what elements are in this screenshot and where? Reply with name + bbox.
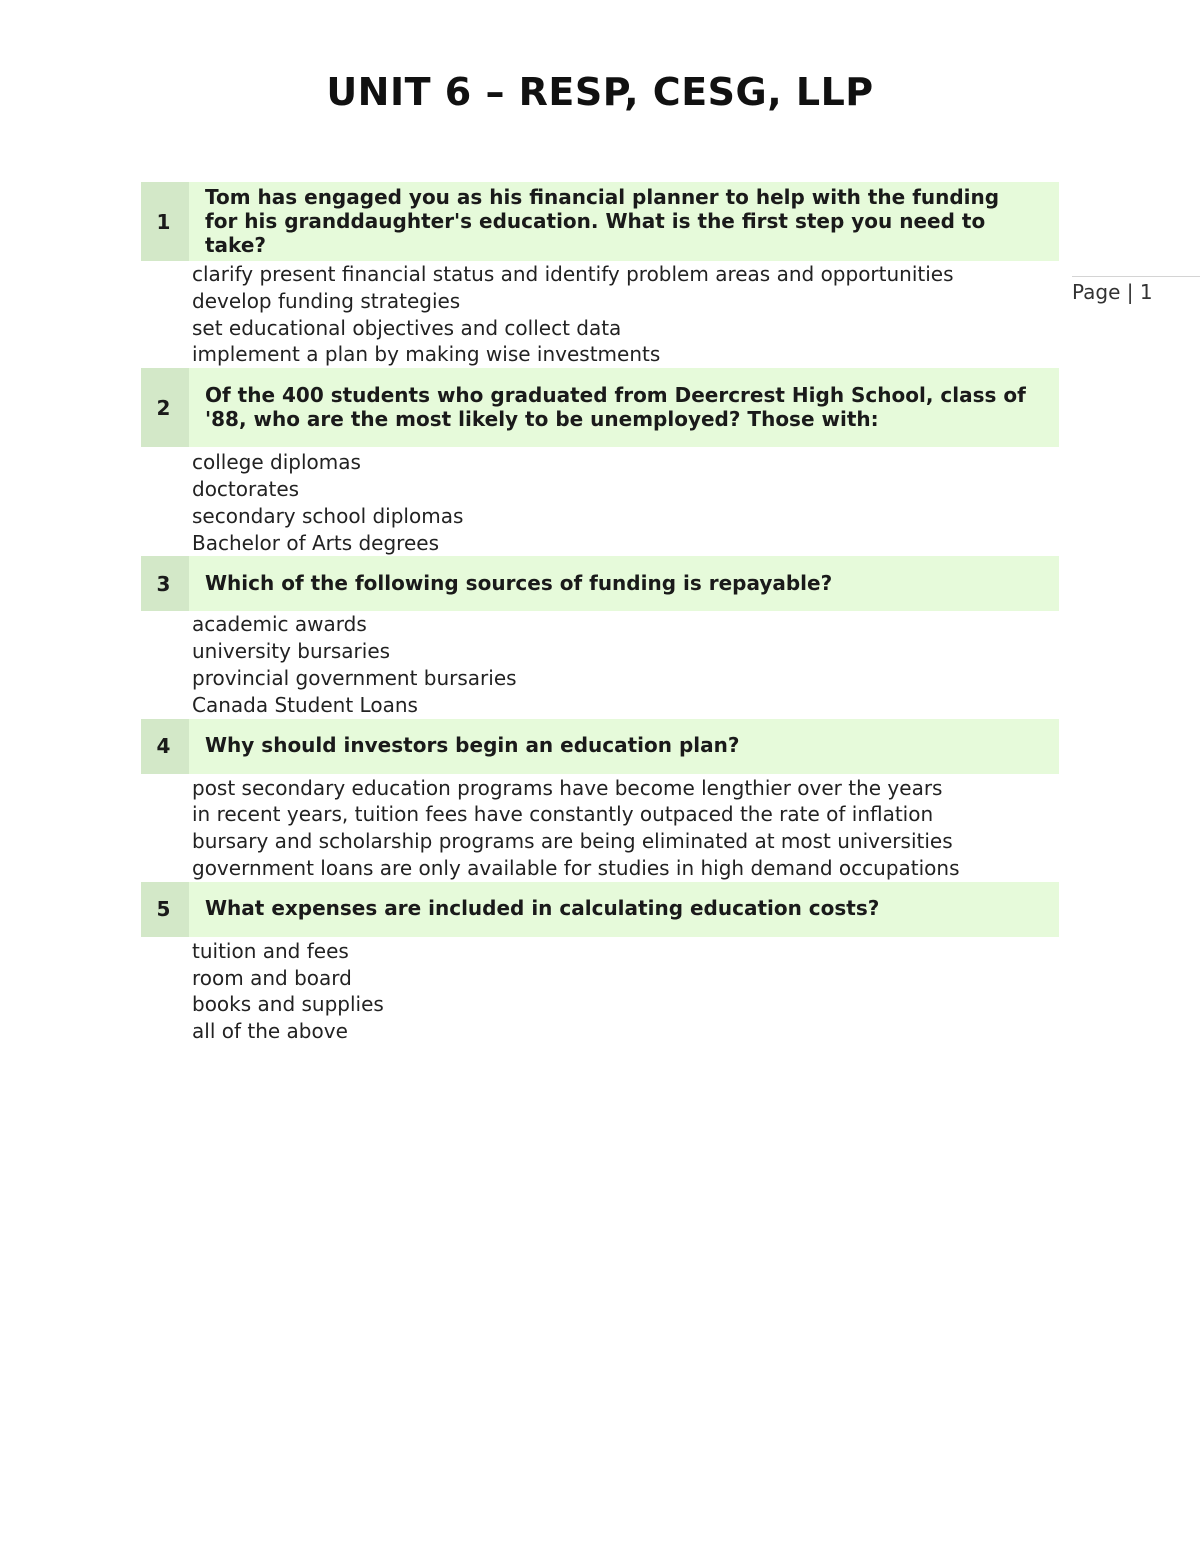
answer-option: room and board: [192, 965, 352, 990]
question-block: [141, 882, 1059, 1045]
question-number: 4: [141, 719, 189, 774]
answer-option: tuition and fees: [192, 938, 349, 963]
answer-option: academic awards: [192, 612, 367, 637]
question-block: [141, 368, 1059, 556]
answer-options: [141, 938, 1059, 1045]
answer-option: Bachelor of Arts degrees: [192, 530, 439, 555]
page-number: Page | 1: [1072, 276, 1200, 304]
answer-option: post secondary education programs have become lengthier over the years: [192, 775, 943, 800]
answer-option: books and supplies: [192, 992, 384, 1017]
question-number: 1: [141, 182, 189, 261]
answer-option: doctorates: [192, 476, 300, 501]
answer-options: [141, 261, 1059, 368]
answer-option: bursary and scholarship programs are being eliminated at most universities: [192, 829, 953, 854]
question-text: Which of the following sources of funding is repayable?: [189, 556, 1059, 611]
document-title: UNIT 6 – RESP, CESG, LLP: [326, 70, 874, 114]
question-text: What expenses are included in calculating education costs?: [189, 882, 1059, 937]
question-block: [141, 719, 1059, 882]
question-list: [141, 182, 1059, 1045]
question-text: Tom has engaged you as his financial planner to help with the funding for his granddaughter's education. What is the first step you need to take?: [189, 182, 1059, 261]
question-header: [141, 182, 1059, 261]
question-header: [141, 556, 1059, 611]
answer-option: government loans are only available for studies in high demand occupations: [192, 855, 960, 880]
answer-option: provincial government bursaries: [192, 665, 517, 690]
answer-options: [141, 449, 1059, 556]
question-number: 5: [141, 882, 189, 937]
question-text: Why should investors begin an education plan?: [189, 719, 1059, 774]
question-number: 2: [141, 368, 189, 447]
question-block: [141, 556, 1059, 718]
question-header: [141, 882, 1059, 937]
question-number: 3: [141, 556, 189, 611]
answer-option: clarify present financial status and identify problem areas and opportunities: [192, 262, 954, 286]
answer-option: college diplomas: [192, 450, 361, 475]
answer-option: in recent years, tuition fees have constantly outpaced the rate of inflation: [192, 802, 934, 827]
answer-option: implement a plan by making wise investments: [192, 342, 661, 367]
question-text: Of the 400 students who graduated from Deercrest High School, class of '88, who are the most likely to be unemployed? Those with:: [189, 368, 1059, 447]
answer-option: develop funding strategies: [192, 288, 461, 313]
question-header: [141, 368, 1059, 447]
answer-option: all of the above: [192, 1019, 348, 1044]
question-header: [141, 719, 1059, 774]
question-block: [141, 182, 1059, 368]
answer-options: [141, 611, 1059, 718]
answer-options: [141, 775, 1059, 882]
answer-option: university bursaries: [192, 639, 391, 664]
answer-option: secondary school diplomas: [192, 503, 464, 528]
answer-option: Canada Student Loans: [192, 692, 418, 717]
answer-option: set educational objectives and collect data: [192, 315, 622, 340]
